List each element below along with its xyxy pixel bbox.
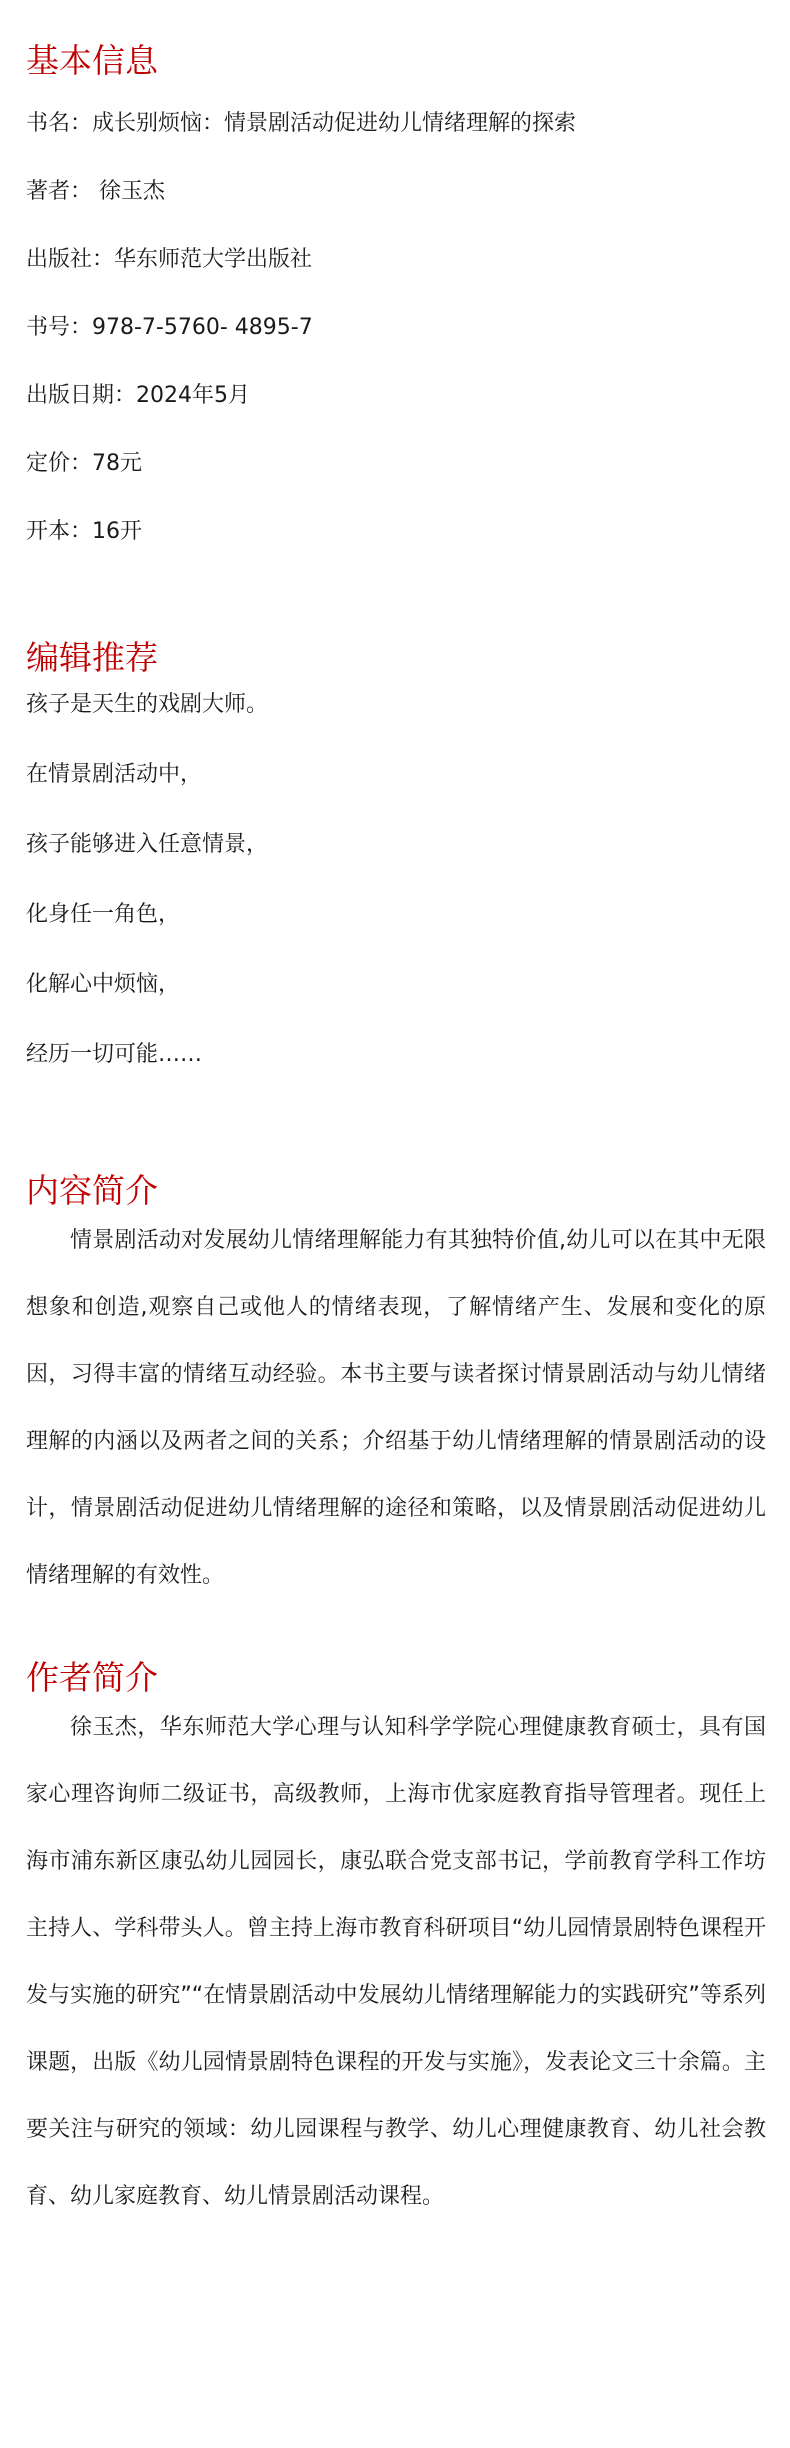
recommend-line: 经历一切可能…… [26, 1042, 203, 1067]
author-intro-paragraph: 徐玉杰，华东师范大学心理与认知科学学院心理健康教育硕士，具有国家心理咨询师二级证书，高级教师，上海市优家庭教育指导管理者。现任上海市浦东新区康弘幼儿园园长，康弘联合党支部书记，学前教育学科工作坊主持人、学科带头人。曾主持上海市教育科研项目“幼儿园情景剧特色课程开发与实施的研究”“在情景剧活动中发展幼儿情绪理解能力的实践研究”等系列课题，出版《幼儿园情景剧特色课程的开发与实施》，发表论文三十余篇。主要关注与研究的领域：幼儿园课程与教学、幼儿心理健康教育、幼儿社会教育、幼儿家庭教育、幼儿情景剧活动课程。 [26, 1715, 766, 2209]
recommend-line: 化身任一角色， [26, 902, 181, 927]
editor-recommend-list [26, 694, 766, 1066]
content-intro-heading: 内容简介 [26, 1171, 158, 1210]
editor-recommend-heading: 编辑推荐 [26, 638, 158, 677]
author-intro-section [26, 1609, 766, 2230]
basic-info-list [26, 113, 766, 543]
recommend-line: 孩子能够进入任意情景， [26, 832, 269, 857]
info-item-format: 开本：16开 [26, 519, 142, 544]
info-item-isbn: 书号：978-7-5760- 4895-7 [26, 315, 313, 340]
info-item-author: 著者： 徐玉杰 [26, 179, 165, 204]
info-item-publish-date: 出版日期：2024年5月 [26, 383, 250, 408]
info-item-book-title: 书名：成长别烦恼：情景剧活动促进幼儿情绪理解的探索 [26, 111, 577, 136]
content-intro-section [26, 1114, 766, 1609]
basic-info-heading: 基本信息 [26, 41, 158, 80]
recommend-line: 在情景剧活动中， [26, 762, 203, 787]
recommend-line: 孩子是天生的戏剧大师。 [26, 692, 269, 717]
info-item-publisher: 出版社：华东师范大学出版社 [26, 247, 313, 272]
editor-recommend-section [26, 589, 766, 1066]
content-intro-paragraph: 情景剧活动对发展幼儿情绪理解能力有其独特价值,幼儿可以在其中无限想象和创造,观察自己或他人的情绪表现，了解情绪产生、发展和变化的原因，习得丰富的情绪互动经验。本书主要与读者探讨情景剧活动与幼儿情绪理解的内涵以及两者之间的关系；介绍基于幼儿情绪理解的情景剧活动的设计，情景剧活动促进幼儿情绪理解的途径和策略，以及情景剧活动促进幼儿情绪理解的有效性。 [26, 1228, 766, 1588]
recommend-line: 化解心中烦恼， [26, 972, 181, 997]
info-item-price: 定价：78元 [26, 451, 142, 476]
author-intro-heading: 作者简介 [26, 1658, 158, 1697]
basic-info-section [26, 0, 766, 543]
